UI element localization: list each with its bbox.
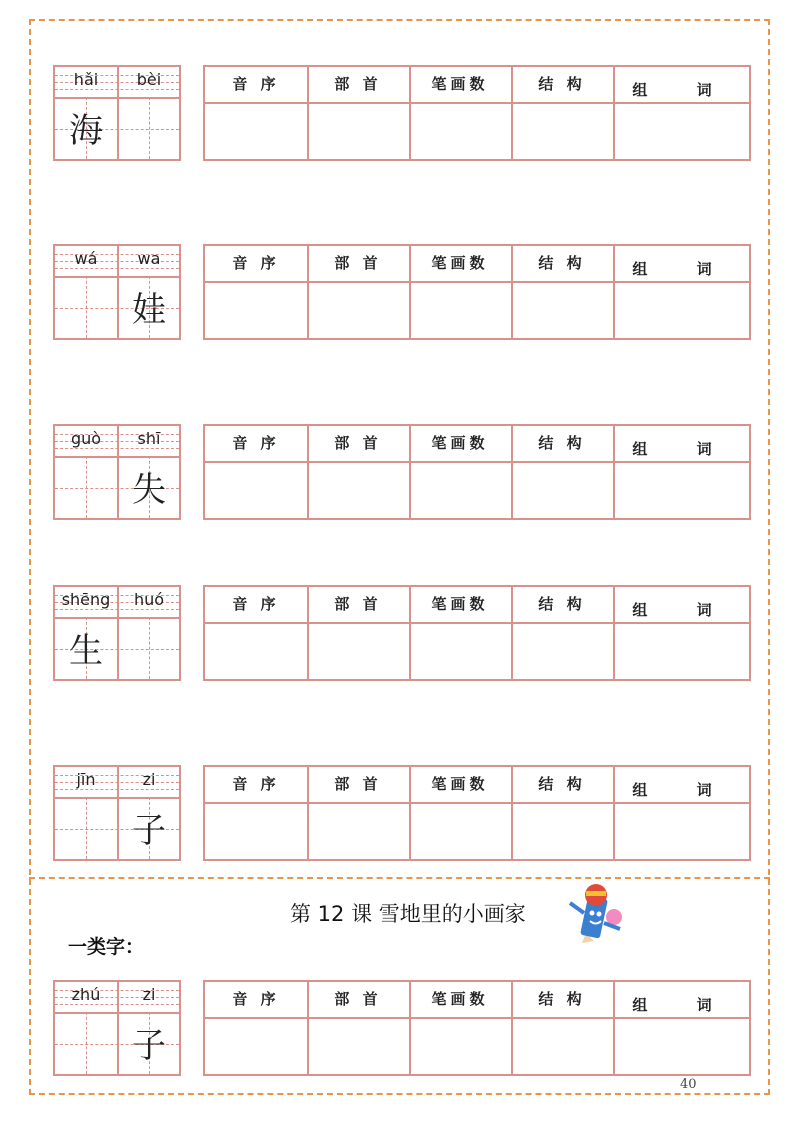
table-header-cell: 笔画数 xyxy=(431,75,489,93)
character-grid xyxy=(53,65,181,161)
table-header-cell: 音 序 xyxy=(232,254,280,272)
answer-cell[interactable] xyxy=(307,104,409,159)
table-header-cell: 部 首 xyxy=(334,254,382,272)
answer-cell[interactable] xyxy=(613,624,753,679)
character-grid xyxy=(53,424,181,520)
grid-guide-line xyxy=(86,456,87,518)
table-header-cell: 结 构 xyxy=(538,254,586,272)
answer-cell[interactable] xyxy=(511,1019,613,1074)
answer-cell[interactable] xyxy=(613,1019,753,1074)
character-grid xyxy=(53,585,181,681)
answer-cell[interactable] xyxy=(205,463,307,518)
grid-guide-line xyxy=(86,276,87,338)
answer-cell[interactable] xyxy=(205,804,307,859)
answer-cell[interactable] xyxy=(409,1019,511,1074)
table-header-cell: 笔画数 xyxy=(431,775,489,793)
grid-guide-line xyxy=(149,97,150,159)
hanzi-character: 海 xyxy=(69,111,103,151)
answer-cell[interactable] xyxy=(205,624,307,679)
pencil-mascot-icon xyxy=(568,883,626,945)
table-header-cell: 音 序 xyxy=(232,75,280,93)
grid-guide-line xyxy=(86,1012,87,1074)
character-analysis-table xyxy=(203,424,751,520)
table-header-cell: 笔画数 xyxy=(431,254,489,272)
pinyin-syllable: hǎi xyxy=(73,70,99,89)
character-analysis-table xyxy=(203,585,751,681)
table-header-cell: 组 词 xyxy=(632,440,734,458)
pinyin-syllable: bèi xyxy=(136,70,162,89)
table-header-cell: 组 词 xyxy=(632,81,734,99)
answer-cell[interactable] xyxy=(613,463,753,518)
pinyin-syllable: zhú xyxy=(71,985,101,1004)
table-header-cell: 结 构 xyxy=(538,990,586,1008)
table-header-cell: 音 序 xyxy=(232,775,280,793)
answer-cell[interactable] xyxy=(307,463,409,518)
answer-cell[interactable] xyxy=(205,104,307,159)
hanzi-character: 失 xyxy=(132,470,166,510)
answer-cell[interactable] xyxy=(511,463,613,518)
answer-cell[interactable] xyxy=(205,283,307,338)
answer-cell[interactable] xyxy=(307,283,409,338)
hanzi-character: 娃 xyxy=(132,290,166,330)
table-header-cell: 笔画数 xyxy=(431,434,489,452)
answer-cell[interactable] xyxy=(511,283,613,338)
page-number: 40 xyxy=(680,1077,697,1092)
table-header-cell: 结 构 xyxy=(538,775,586,793)
table-header-cell: 音 序 xyxy=(232,990,280,1008)
grid-guide-line xyxy=(86,797,87,859)
table-header-cell: 部 首 xyxy=(334,775,382,793)
table-header-cell: 部 首 xyxy=(334,990,382,1008)
hanzi-character: 子 xyxy=(132,1026,166,1066)
table-header-cell: 组 词 xyxy=(632,601,734,619)
table-header-cell: 组 词 xyxy=(632,781,734,799)
answer-cell[interactable] xyxy=(307,624,409,679)
character-grid xyxy=(53,244,181,340)
answer-cell[interactable] xyxy=(613,283,753,338)
pinyin-syllable: zi xyxy=(142,770,156,789)
answer-cell[interactable] xyxy=(409,624,511,679)
answer-cell[interactable] xyxy=(409,463,511,518)
section-divider xyxy=(29,877,770,879)
character-grid xyxy=(53,765,181,861)
grid-guide-line xyxy=(149,617,150,679)
answer-cell[interactable] xyxy=(307,804,409,859)
answer-cell[interactable] xyxy=(511,104,613,159)
table-header-cell: 音 序 xyxy=(232,434,280,452)
lesson-title: 第 12 课 雪地里的小画家 xyxy=(290,902,526,926)
pinyin-syllable: shēng xyxy=(61,590,111,609)
pinyin-syllable: jīn xyxy=(76,770,96,789)
answer-cell[interactable] xyxy=(511,804,613,859)
pinyin-syllable: wa xyxy=(137,249,161,268)
table-header-cell: 结 构 xyxy=(538,595,586,613)
pinyin-syllable: zi xyxy=(142,985,156,1004)
pinyin-syllable: wá xyxy=(74,249,98,268)
hanzi-character: 生 xyxy=(69,631,103,671)
answer-cell[interactable] xyxy=(409,804,511,859)
answer-cell[interactable] xyxy=(409,283,511,338)
character-analysis-table xyxy=(203,980,751,1076)
table-header-cell: 部 首 xyxy=(334,434,382,452)
answer-cell[interactable] xyxy=(613,104,753,159)
answer-cell[interactable] xyxy=(613,804,753,859)
table-header-cell: 笔画数 xyxy=(431,990,489,1008)
table-header-cell: 音 序 xyxy=(232,595,280,613)
table-header-cell: 组 词 xyxy=(632,996,734,1014)
table-header-cell: 部 首 xyxy=(334,75,382,93)
character-analysis-table xyxy=(203,65,751,161)
table-header-cell: 结 构 xyxy=(538,434,586,452)
pinyin-syllable: guò xyxy=(70,429,102,448)
hanzi-character: 子 xyxy=(132,811,166,851)
pinyin-syllable: shī xyxy=(137,429,161,448)
section-label: 一类字： xyxy=(68,936,145,958)
answer-cell[interactable] xyxy=(205,1019,307,1074)
table-header-cell: 结 构 xyxy=(538,75,586,93)
answer-cell[interactable] xyxy=(307,1019,409,1074)
table-header-cell: 笔画数 xyxy=(431,595,489,613)
answer-cell[interactable] xyxy=(511,624,613,679)
character-analysis-table xyxy=(203,244,751,340)
character-grid xyxy=(53,980,181,1076)
pinyin-syllable: huó xyxy=(133,590,165,609)
table-header-cell: 部 首 xyxy=(334,595,382,613)
answer-cell[interactable] xyxy=(409,104,511,159)
character-analysis-table xyxy=(203,765,751,861)
table-header-cell: 组 词 xyxy=(632,260,734,278)
